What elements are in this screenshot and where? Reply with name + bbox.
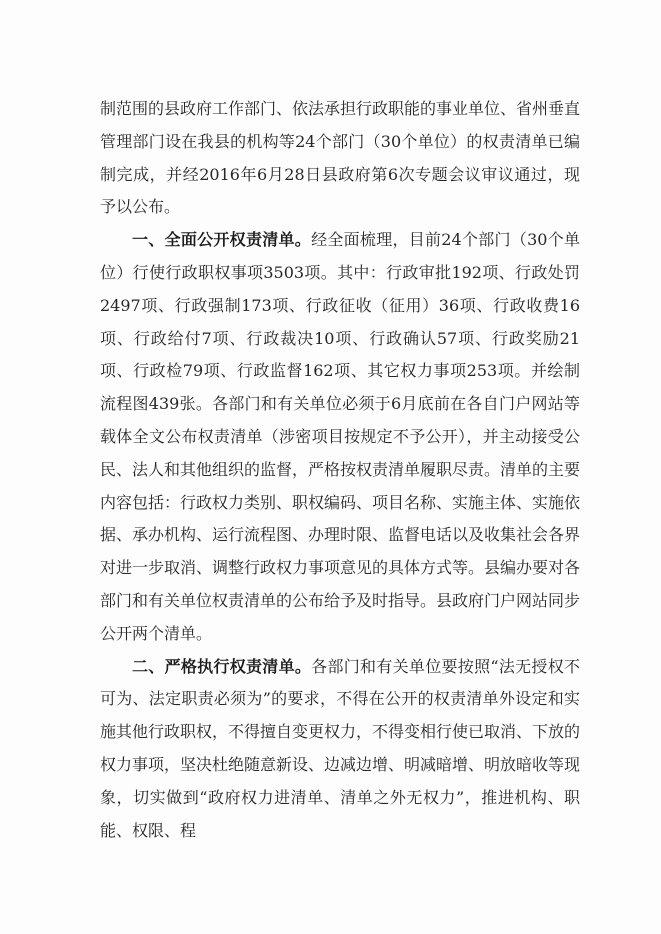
document-body <box>100 93 580 847</box>
section-1-paragraph <box>100 224 580 650</box>
section-2-body: 各部门和有关单位要按照“法无授权不可为、法定职责必须为”的要求，不得在公开的权责清单外设定和实施其他行政职权，不得擅自变更权力，不得变相行使已取消、下放的权力事项，坚决杜绝随意新设、边减边增、明减暗增、明放暗收等现象，切实做到“政府权力进清单、清单之外无权力”，推进机构、职能、权限、程 <box>100 656 581 840</box>
section-1-body: 经全面梳理，目前24个部门（30个单位）行使行政职权事项3503项。其中：行政审批192项、行政处罚2497项、行政强制173项、行政征收（征用）36项、行政收费16项、行政给付7项、行政裁决10项、行政确认57项、行政奖励21项、行政检79项、行政监督162项、其它权力事项253项。并绘制流程图439张。各部门和有关单位必须于6月底前在各自门户网站等载体全文公布权责清单（涉密项目按规定不予公开），并主动接受公民、法人和其他组织的监督，严格按权责清单履职尽责。清单的主要内容包括：行政权力类别、职权编码、项目名称、实施主体、实施依据、承办机构、运行流程图、办理时限、监督电话以及收集社会各界对进一步取消、调整行政权力事项意见的具体方式等。县编办要对各部门和有关单位权责清单的公布给予及时指导。县政府门户网站同步公开两个清单。 <box>100 230 581 643</box>
section-2-heading: 二、严格执行权责清单。 <box>132 656 312 676</box>
intro-paragraph: 制范围的县政府工作部门、依法承担行政职能的事业单位、省州垂直管理部门设在我县的机构等24个部门（30个单位）的权责清单已编制完成，并经2016年6月28日县政府第6次专题会议审议通过，现予以公布。 <box>100 99 581 217</box>
section-1-heading: 一、全面公开权责清单。 <box>132 230 312 250</box>
section-2-paragraph <box>100 651 580 848</box>
